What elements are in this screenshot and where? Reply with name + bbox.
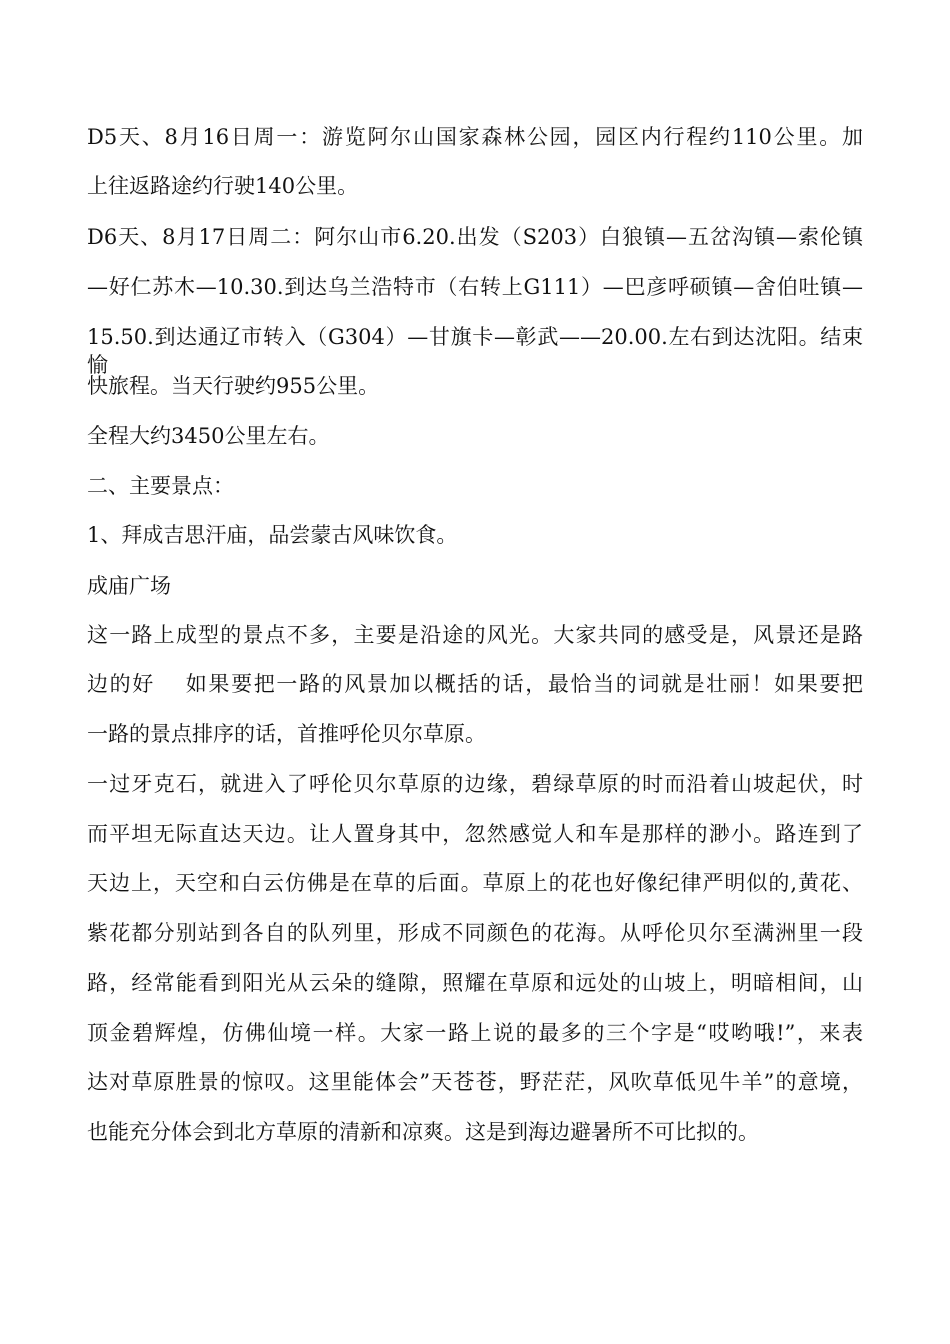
text-line: D6天、8月17日周二：阿尔山市6.20.出发（S203）白狼镇—五岔沟镇—索伦镇 bbox=[87, 225, 863, 249]
text-line: 一过牙克石，就进入了呼伦贝尔草原的边缘，碧绿草原的时而沿着山坡起伏，时 bbox=[87, 772, 863, 796]
text-line: 边的好 如果要把一路的风景加以概括的话，最恰当的词就是壮丽！如果要把 bbox=[87, 672, 863, 696]
text-line: 紫花都分别站到各自的队列里，形成不同颜色的花海。从呼伦贝尔至满洲里一段 bbox=[87, 921, 863, 945]
text-line: 顶金碧辉煌，仿佛仙境一样。大家一路上说的最多的三个字是“哎哟哦!”，来表 bbox=[87, 1021, 863, 1045]
image-caption: 成庙广场 bbox=[87, 574, 171, 598]
text-line: 全程大约3450公里左右。 bbox=[87, 424, 330, 448]
text-line: 快旅程。当天行驶约955公里。 bbox=[87, 374, 380, 398]
text-line: 一路的景点排序的话，首推呼伦贝尔草原。 bbox=[87, 722, 486, 746]
text-line: 也能充分体会到北方草原的清新和凉爽。这是到海边避暑所不可比拟的。 bbox=[87, 1120, 759, 1144]
text-line: 天边上，天空和白云仿佛是在草的后面。草原上的花也好像纪律严明似的,黄花、 bbox=[87, 871, 863, 895]
subsection-heading: 1、拜成吉思汗庙，品尝蒙古风味饮食。 bbox=[87, 523, 458, 547]
text-line: 而平坦无际直达天边。让人置身其中，忽然感觉人和车是那样的渺小。路连到了 bbox=[87, 822, 863, 846]
text-line: 15.50.到达通辽市转入（G304）—甘旗卡—彰武——20.00.左右到达沈阳。结束愉 bbox=[87, 325, 863, 377]
text-line: —好仁苏木—10.30.到达乌兰浩特市（右转上G111）—巴彦呼硕镇—舍伯吐镇— bbox=[87, 275, 863, 299]
section-heading: 二、主要景点： bbox=[87, 474, 234, 498]
text-line: 达对草原胜景的惊叹。这里能体会”天苍苍，野茫茫，风吹草低见牛羊”的意境， bbox=[87, 1070, 863, 1094]
text-line: 路，经常能看到阳光从云朵的缝隙，照耀在草原和远处的山坡上，明暗相间，山 bbox=[87, 971, 863, 995]
text-line: 上往返路途约行驶140公里。 bbox=[87, 174, 359, 198]
text-line: 这一路上成型的景点不多，主要是沿途的风光。大家共同的感受是，风景还是路 bbox=[87, 623, 863, 647]
text-line: D5天、8月16日周一：游览阿尔山国家森林公园，园区内行程约110公里。加 bbox=[87, 125, 863, 149]
